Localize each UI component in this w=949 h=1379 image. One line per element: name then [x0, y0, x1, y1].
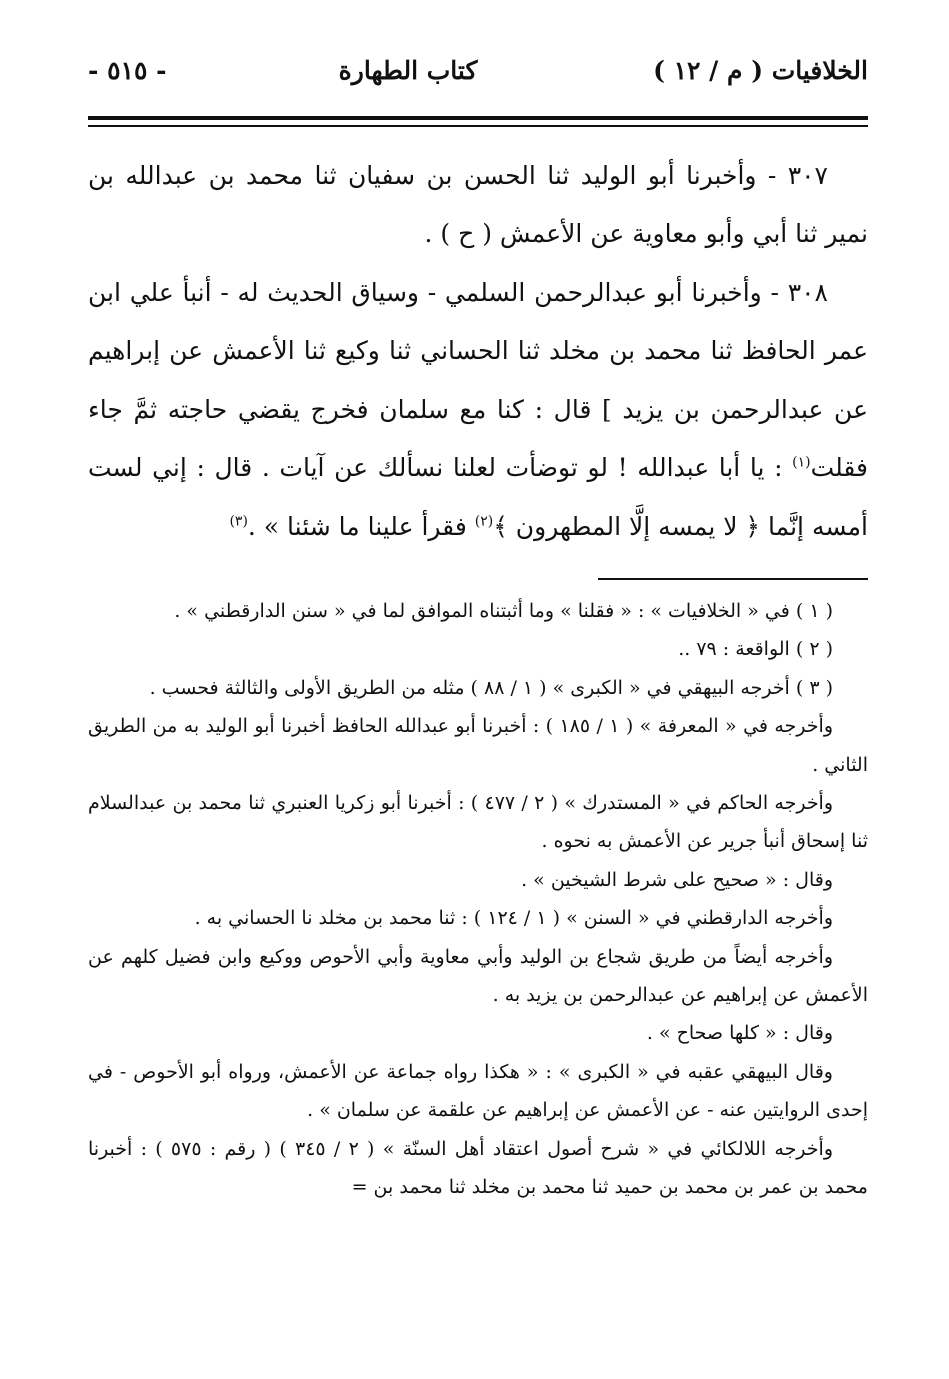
text-line: إبراهيم عن عبدالرحمن بن يزيد ] قال : كنا مع سلمان فخرج يقضي حاجته ثمَّ — [88, 336, 868, 424]
footnote-line: وقال البيهقي عقبه في « الكبرى » : « هكذا رواه جماعة عن الأعمش، ورواه أبو — [200, 1060, 833, 1083]
footnote-line: الأحوص - في إحدى الروايتين عنه - عن الأعمش عن إبراهيم عن علقمة عن سلمان » . — [88, 1060, 868, 1122]
text-line: فقرأ علينا ما شئنا » . — [247, 511, 475, 541]
footnote-3-paragraph: وأخرجه الدارقطني في « السنن » ( ١ / ١٢٤ ) : ثنا محمد بن مخلد نا الحساني به . — [194, 907, 833, 930]
footnote-ref-2[interactable]: (٢) — [474, 513, 494, 530]
page-number: - ٥١٥ - — [88, 55, 167, 85]
footnote-line: الطريق الثاني . — [88, 715, 868, 776]
book-page — [88, 40, 868, 1207]
footnote-2: ( ٢ ) الواقعة : ٧٩ .. — [678, 638, 833, 661]
footnote-divider — [598, 578, 868, 580]
footnote-3-paragraph — [88, 938, 868, 1015]
footnote-3-paragraph: وقال : « صحيح على شرط الشيخين » . — [521, 868, 833, 891]
footnote-3 — [88, 669, 868, 707]
text-line: : يا أبا عبدالله ! لو توضأت لعلنا نسألك عن آيات . قال : إني — [152, 453, 793, 482]
footnote-line: ( ٣ ) أخرجه البيهقي في « الكبرى » ( ١ / ٨٨ ) مثله من الطريق الأولى والثالثة — [224, 676, 833, 699]
footnote-3-paragraph: وقال : « كلها صحاح » . — [646, 1022, 833, 1045]
footnote-line: كلهم عن الأعمش عن إبراهيم عن عبدالرحمن بن يزيد به . — [88, 945, 868, 1007]
footnote-line: وأخرجه اللالكائي في « شرح أصول اعتقاد أهل السنّة » ( ٢ / ٣٤٥ ) ( رقم : — [209, 1137, 833, 1160]
footnote-3-paragraph — [88, 1130, 868, 1207]
text-line: جاء فقلت — [88, 394, 868, 482]
text-line: ٣٠٨ - وأخبرنا أبو عبدالرحمن السلمي - وسياق الحديث له - أنبأ علي — [129, 277, 828, 307]
footnote-3-paragraph — [88, 784, 868, 861]
page-header — [88, 40, 868, 100]
footnote-ref-1[interactable]: (١) — [792, 454, 811, 471]
footnote-line: عبدالسلام ثنا إسحاق أنبأ جرير عن الأعمش به نحوه . — [88, 792, 868, 853]
footnotes — [88, 592, 868, 1207]
header-rule-thick — [88, 116, 868, 120]
hadith-307-intro — [88, 147, 868, 264]
footnote-line: وأخرجه في « المعرفة » ( ١ / ١٨٥ ) : أخبرنا أبو عبدالله الحافظ أخبرنا أبو الوليد به من — [152, 715, 833, 738]
header-rule-thin — [88, 125, 868, 127]
footnote-1: ( ١ ) في « الخلافيات » : « فقلنا » وما أثبتناه الموافق لما في « سنن الدارقطني » . — [174, 600, 833, 622]
footnote-3-paragraph — [88, 1053, 868, 1130]
footnote-line: وأخرجه الحاكم في « المستدرك » ( ٢ / ٤٧٧ ) : أخبرنا أبو زكريا العنبري ثنا محمد بن — [172, 792, 834, 815]
footnote-ref-3[interactable]: (٣) — [229, 513, 248, 530]
footnote-3-paragraph — [88, 707, 868, 784]
book-title: كتاب الطهارة — [338, 55, 478, 85]
text-line: ٣٠٧ - وأخبرنا أبو الوليد ثنا الحسن بن سفيان ثنا محمد بن عبدالله بن — [88, 160, 828, 190]
text-line: لست أمسه إنَّما ﴿ لا يمسه إلَّا المطهرون ﴾ — [88, 453, 868, 541]
text-line: نمير ثنا أبي وأبو معاوية عن الأعمش ( ح ) . — [424, 219, 868, 248]
main-text — [88, 147, 868, 557]
hadith-308 — [88, 264, 868, 557]
footnote-line: فحسب . — [149, 676, 219, 699]
footnote-line: ٥٧٥ ) : أخبرنا محمد بن عمر بن محمد بن حميد ثنا محمد بن مخلد ثنا محمد بن = — [88, 1137, 868, 1199]
text-line: ابن عمر الحافظ ثنا محمد بن مخلد ثنا الحساني ثنا وكيع ثنا الأعمش عن — [88, 277, 869, 365]
running-title: الخلافيات ( م / ١٢ ) — [653, 55, 868, 85]
footnote-line: وأخرجه أيضاً من طريق شجاع بن الوليد وأبي معاوية وأبي الأحوص ووكيع وابن فضيل — [164, 945, 833, 968]
